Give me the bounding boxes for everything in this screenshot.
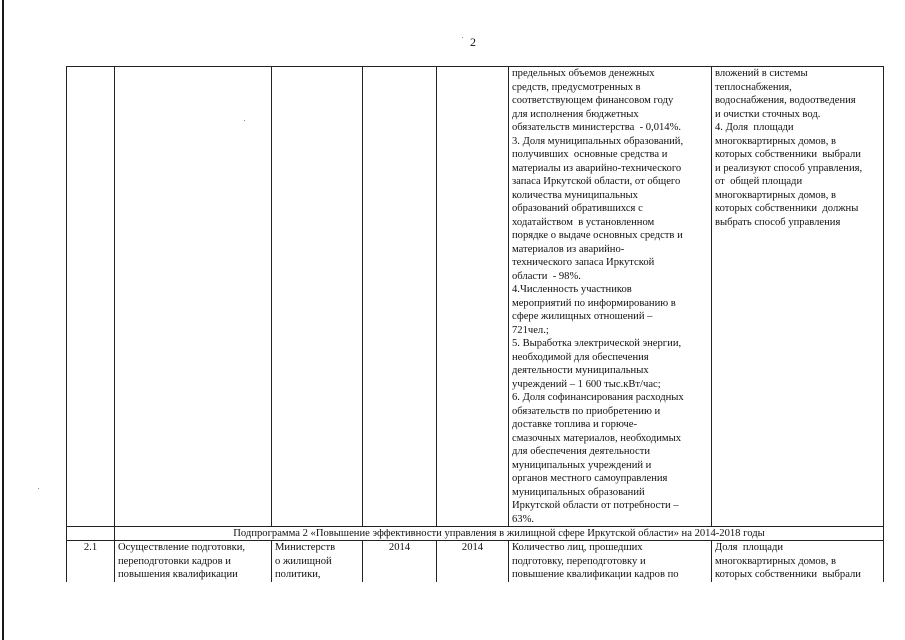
cell-end-year: 2014: [437, 541, 509, 582]
subprogram-title: Подпрограмма 2 «Повышение эффективности управления в жилищной сфере Иркутской области» на 2014-2018 годы: [115, 527, 884, 541]
scan-speck: [38, 488, 39, 489]
cell-end-year: [437, 67, 509, 527]
scan-speck: [244, 120, 245, 121]
scan-edge: [2, 0, 4, 640]
cell-executor: Министерств о жилищной политики,: [272, 541, 363, 582]
cell-number: 2.1: [67, 541, 115, 582]
cell-number: [67, 67, 115, 527]
cell-start-year: 2014: [363, 541, 437, 582]
cell-executor: [272, 67, 363, 527]
page-number: 2: [470, 35, 476, 49]
subprogram-header-row: [67, 527, 884, 541]
scan-speck: [462, 37, 463, 38]
cell-indicators: предельных объемов денежных средств, предусмотренных в соответствующем финансовом году для исполнения бюджетных обязательств министерства - 0,014%. 3. Доля муниципальных образований, получивших основные средства и материалы из аварийно-технического запаса Иркутской области, от общего количества муниципальных образований обратившихся с ходатайством в установленном порядке о выдаче основных средств и материалов из аварийно- технического запаса Иркутской области - 98%. 4.Численность участников мероприятий по информированию в сфере жилищных отношений – 721чел.; 5. Выработка электрической энергии, необходимой для обеспечения деятельности муниципальных учреждений – 1 600 тыс.кВт/час; 6. Доля софинансирования расходных обязательств по приобретению и доставке топлива и горюче- смазочных материалов, необходимых для обеспечения деятельности муниципальных учреждений и органов местного самоуправления муниципальных образований Иркутской области от потребности – 63%.: [509, 67, 712, 527]
cell-indicators: Количество лиц, прошедших подготовку, переподготовку и повышение квалификации кадров по: [509, 541, 712, 582]
cell-activity: [115, 67, 272, 527]
cell-results: вложений в системы теплоснабжения, водоснабжения, водоотведения и очистки сточных вод. 4. Доля площади многоквартирных домов, в которых собственники выбрали и реализуют способ управления, от общей площади многоквартирных домов, в которых собственники должны выбрать способ управления: [712, 67, 884, 527]
cell-blank: [67, 527, 115, 541]
cell-start-year: [363, 67, 437, 527]
cell-activity: Осуществление подготовки, переподготовки кадров и повышения квалификации: [115, 541, 272, 582]
cell-results: Доля площади многоквартирных домов, в которых собственники выбрали: [712, 541, 884, 582]
program-table: [66, 66, 884, 582]
table-row: [67, 541, 884, 582]
table-row: [67, 67, 884, 527]
